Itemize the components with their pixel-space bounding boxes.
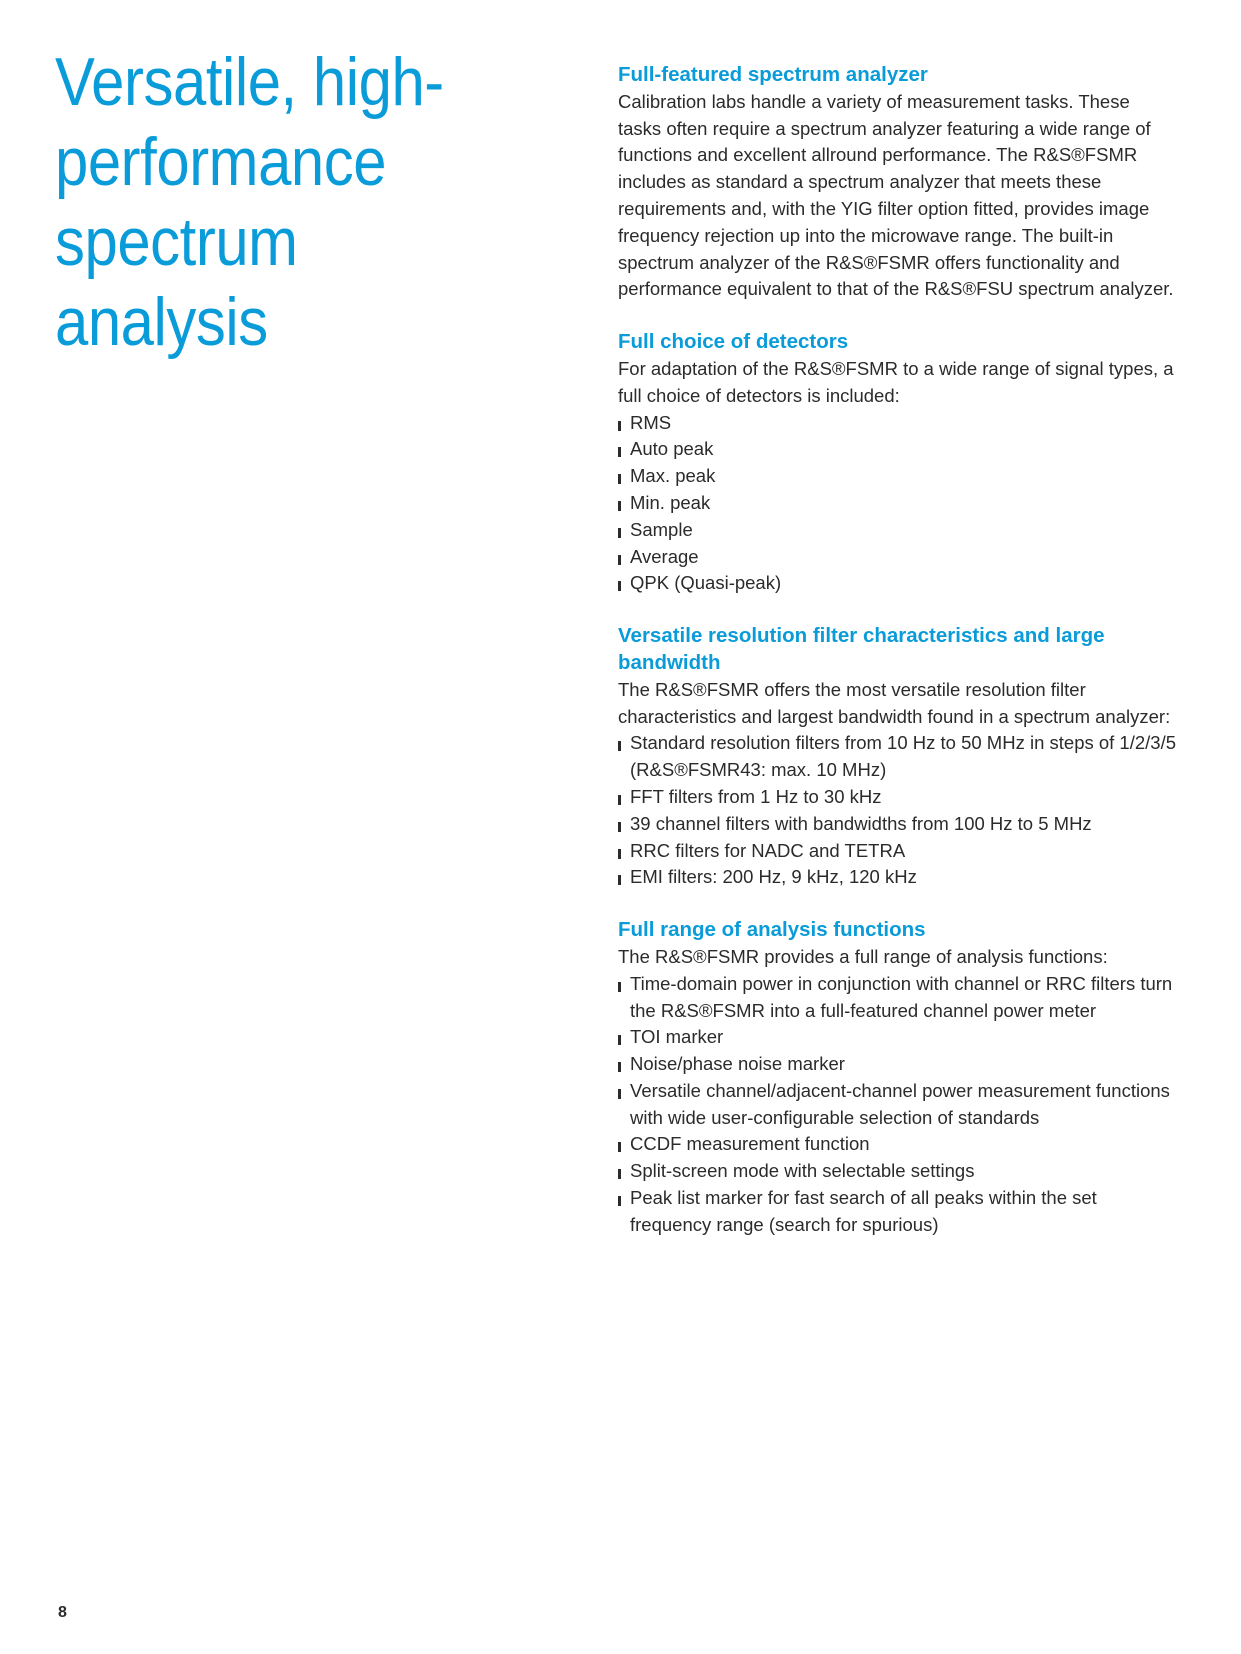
list-item: TOI marker (618, 1024, 1178, 1051)
list-item: Split-screen mode with selectable settings (618, 1158, 1178, 1185)
list-item: Sample (618, 517, 1178, 544)
list-item: Time-domain power in conjunction with channel or RRC filters turn the R&S®FSMR into a full-featured channel power meter (618, 971, 1178, 1025)
list-item: Standard resolution filters from 10 Hz to 50 MHz in steps of 1/2/3/5 (R&S®FSMR43: max. 10 MHz) (618, 730, 1178, 784)
list-item: Peak list marker for fast search of all peaks within the set frequency range (search for spurious) (618, 1185, 1178, 1239)
bullet-list (618, 730, 1178, 891)
section-resolution-filters (618, 623, 1178, 891)
list-item: CCDF measurement function (618, 1131, 1178, 1158)
bullet-list (618, 410, 1178, 598)
section-paragraph: The R&S®FSMR provides a full range of analysis functions: (618, 945, 1108, 967)
section-paragraph: Calibration labs handle a variety of measurement tasks. These tasks often require a spectrum analyzer featuring a wide range of functions and excellent allround performance. The R&S®FSMR includes as standard a spectrum analyzer that meets these requirements and, with the YIG filter option fitted, provides image frequency rejection up into the microwave range. The built-in spectrum analyzer of the R&S®FSMR offers functionality and performance equivalent to that of the R&S®FSU spectrum analyzer. (618, 90, 1174, 300)
section-heading: Full choice of detectors (618, 330, 849, 354)
section-paragraph: For adaptation of the R&S®FSMR to a wide range of signal types, a full choice of detectors is included: (618, 357, 1174, 406)
list-item: Max. peak (618, 463, 1178, 490)
list-item: RMS (618, 410, 1178, 437)
list-item: Versatile channel/adjacent-channel power measurement functions with wide user-configurable selection of standards (618, 1078, 1178, 1132)
page-title: Versatile, high-performance spectrum analysis (55, 44, 444, 360)
list-item: Average (618, 544, 1178, 571)
list-item: RRC filters for NADC and TETRA (618, 838, 1178, 865)
list-item: FFT filters from 1 Hz to 30 kHz (618, 784, 1178, 811)
list-item: Min. peak (618, 490, 1178, 517)
section-paragraph: The R&S®FSMR offers the most versatile resolution filter characteristics and largest bandwidth found in a spectrum analyzer: (618, 678, 1171, 727)
section-spectrum-analyzer (618, 62, 1178, 303)
list-item: Noise/phase noise marker (618, 1051, 1178, 1078)
section-heading: Full-featured spectrum analyzer (618, 63, 928, 86)
section-heading: Versatile resolution filter characteristics and large bandwidth (618, 624, 1105, 674)
section-detectors (618, 329, 1178, 597)
list-item: QPK (Quasi-peak) (618, 570, 1178, 597)
list-item: 39 channel filters with bandwidths from 100 Hz to 5 MHz (618, 811, 1178, 838)
list-item: EMI filters: 200 Hz, 9 kHz, 120 kHz (618, 864, 1178, 891)
section-heading: Full range of analysis functions (618, 918, 926, 942)
main-content (618, 62, 1178, 1265)
bullet-list (618, 971, 1178, 1239)
list-item: Auto peak (618, 436, 1178, 463)
page-number: 8 (58, 1604, 67, 1621)
section-analysis-functions (618, 917, 1178, 1239)
